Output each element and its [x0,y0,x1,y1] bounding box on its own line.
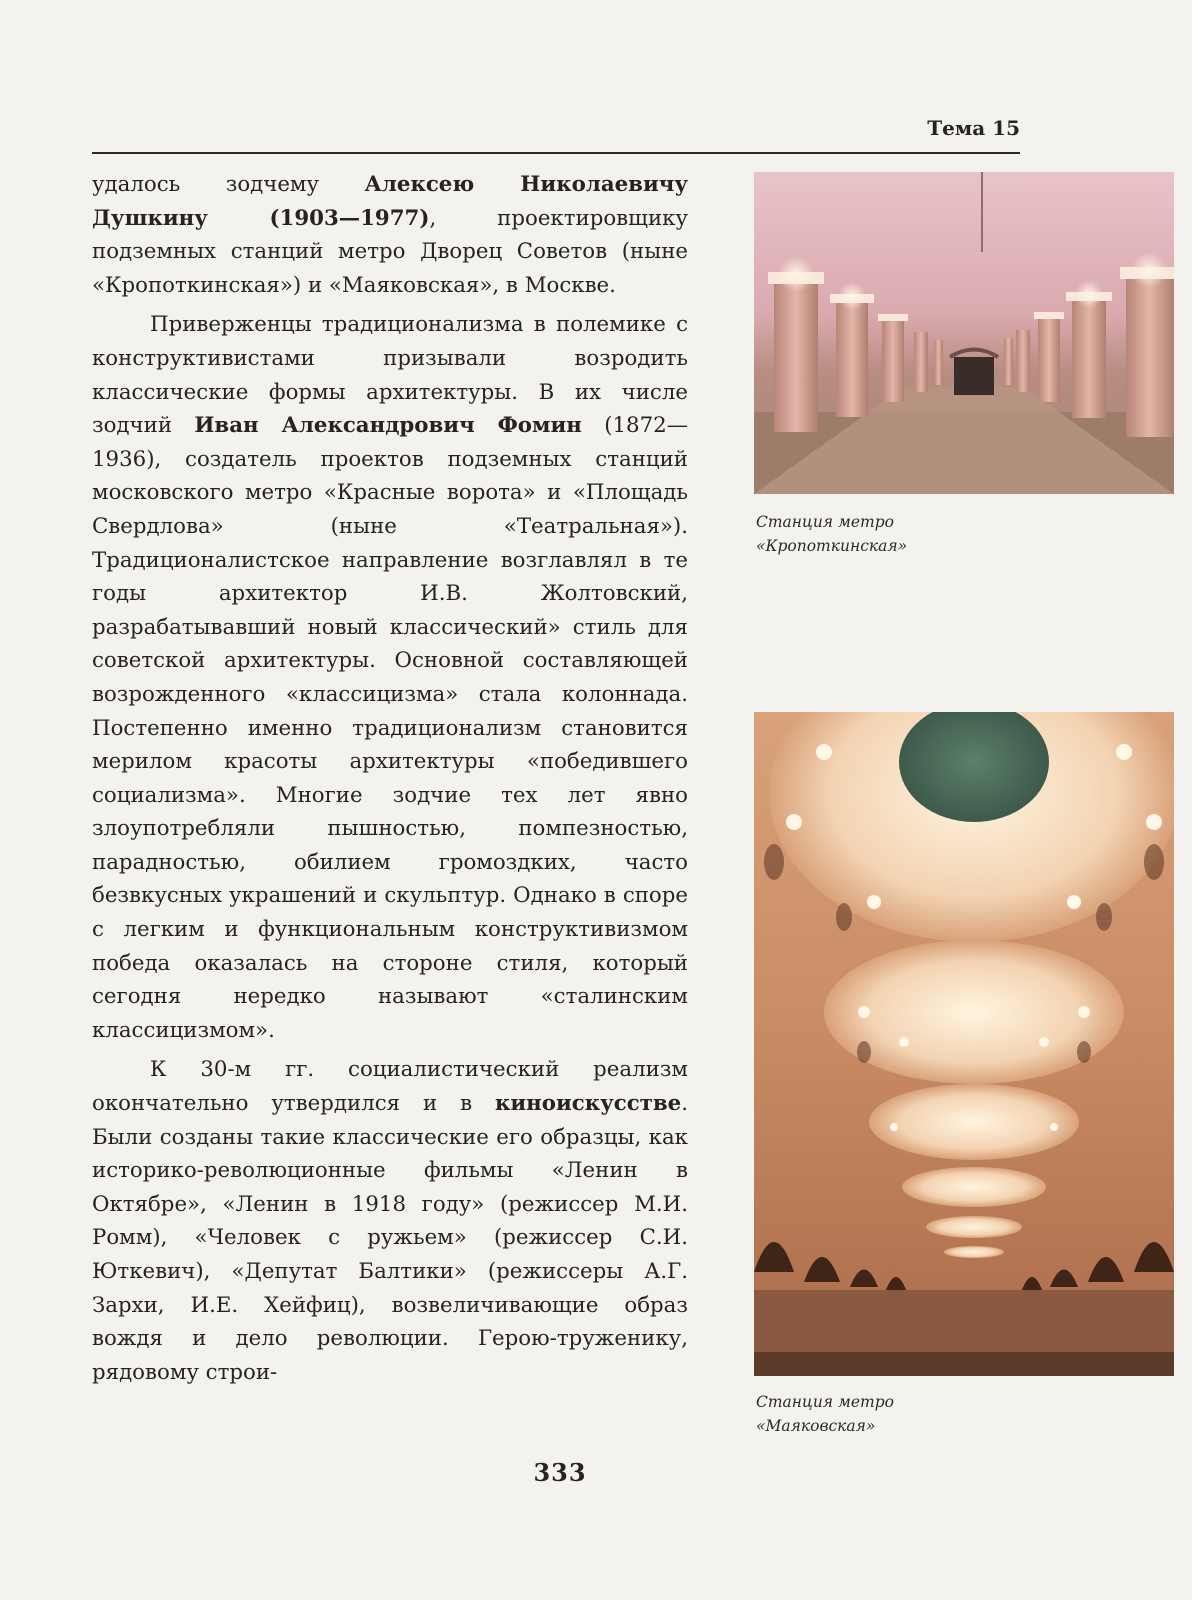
body-paragraph [92,1053,688,1389]
main-text-column [92,168,688,1389]
text-run: К 30-м гг. социалистический реализм окончательно утвердился и в [92,1057,688,1117]
text-run: , проектировщику подземных станций метро Дворец Советов (ныне «Кропоткинская») и «Маяковская», в Москве. [92,205,688,298]
bold-term: Иван Александрович Фомин [194,413,582,439]
topic-label: Тема 15 [927,116,1020,140]
text-run: . Были созданы такие классические его образцы, как историко-революционные фильмы «Ленин в Октябре», «Ленин в 1918 году» (режиссер М.И. Ромм), «Человек с ружьем» (режиссер С.И. Юткевич), «Депутат Балтики» (режиссеры А.Г. Зархи, И.Е. Хейфиц), возвеличивающие образ вождя и дело революции. Герою-труженику, рядовому строи- [92,1091,688,1385]
caption-line: «Маяковская» [756,1417,876,1435]
text-run: (1872—1936), создатель проектов подземных станций московского метро «Красные ворота» и «Площадь Свердлова» (ныне «Театральная»). Традиционалистское направление возглавлял в те годы архитектор И.В. Жолтовский, разрабатывавший новый классический» стиль для советской архитектуры. Основной составляющей возрожденного «классицизма» стала колоннада. Постепенно именно традиционализм становится мерилом красоты архитектуры «победившего социализма». Многие зодчие тех лет явно злоупотребляли пышностью, помпезностью, парадностью, обилием громоздких, часто безвкусных украшений и скульптур. Однако в споре с легким и функциональным конструктивизмом победа оказалась на стороне стиля, который сегодня нередко называют «сталинским классицизмом». [92,413,688,1043]
text-run: Приверженцы традиционализма в полемике с конструктивистами призывали возродить классические формы архитектуры. В их числе зодчий [92,312,688,439]
mayakovskaya-photo [754,712,1174,1376]
body-paragraph [92,168,688,302]
caption-line: «Кропоткинская» [756,537,908,555]
body-paragraph [92,308,688,1047]
kropotkinskaya-caption [756,510,907,558]
caption-line: Станция метро [756,1393,894,1411]
mayakovskaya-caption [756,1390,894,1438]
page-number: 333 [533,1458,587,1487]
bold-term: киноискусстве [494,1091,682,1117]
running-header [92,112,1020,154]
caption-line: Станция метро [756,513,894,531]
text-run: удалось зодчему [92,172,365,197]
kropotkinskaya-photo [754,172,1174,494]
bold-term: Алексею Николаевичу Душкину (1903—1977) [92,172,688,231]
